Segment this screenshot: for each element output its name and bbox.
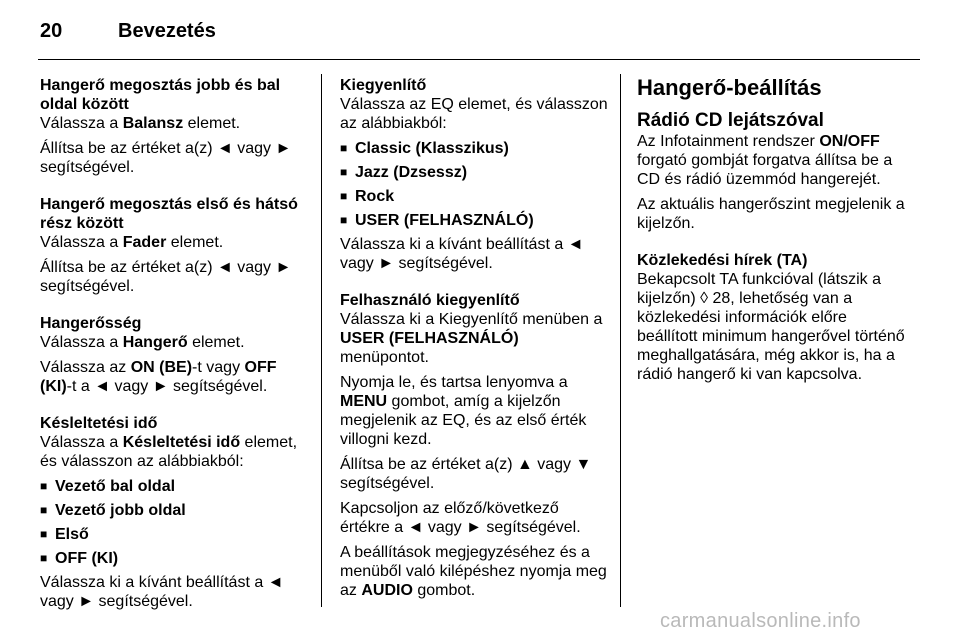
header-divider — [38, 59, 920, 60]
section-title: Felhasználó kiegyenlítő — [340, 292, 520, 309]
paragraph: Állítsa be az értéket a(z) ◄ vagy ► segítségével. — [40, 259, 292, 295]
paragraph: Válassza az ON (BE)-t vagy OFF (KI)-t a ◄ vagy ► segítségével. — [40, 359, 277, 395]
list-item: ■ Rock — [340, 187, 612, 206]
list-item: ■ Első — [40, 525, 312, 544]
option-list — [40, 477, 312, 568]
page-header — [40, 20, 216, 43]
page-number: 20 — [40, 20, 63, 42]
paragraph: Állítsa be az értéket a(z) ▲ vagy ▼ segítségével. — [340, 456, 592, 492]
list-item: ■ USER (FELHASZNÁLÓ) — [340, 211, 612, 230]
paragraph: Az Infotainment rendszer ON/OFF forgató gombját forgatva állítsa be a CD és rádió üzemmód hangerejét. — [637, 133, 893, 188]
paragraph: Állítsa be az értéket a(z) ◄ vagy ► segítségével. — [40, 140, 292, 176]
section-title: Kiegyenlítő — [340, 77, 427, 94]
paragraph: Válassza ki a Kiegyenlítő menüben a USER (FELHASZNÁLÓ) menüpontot. — [340, 311, 603, 366]
column-divider-2 — [620, 74, 621, 607]
section-heading: Hangerő-beállítás — [637, 75, 822, 100]
section-title: Késleltetési idő — [40, 415, 158, 432]
paragraph: Bekapcsolt TA funkcióval (látszik a kijelzőn) ◊ 28, lehetőség van a közlekedési információk előre beállított minimum hangerővel történő meghallgatására, még akkor is, ha a rádió hangerő ki van kapcsolva. — [637, 271, 905, 383]
paragraph: Válassza az EQ elemet, és válasszon az alábbiakból: — [340, 96, 608, 132]
paragraph: Nyomja le, és tartsa lenyomva a MENU gombot, amíg a kijelzőn megjelenik az EQ, és az első érték villogni kezd. — [340, 374, 587, 448]
paragraph: Válassza a Fader elemet. — [40, 234, 224, 251]
list-item: ■ Classic (Klasszikus) — [340, 139, 612, 158]
subsection-title: Rádió CD lejátszóval — [637, 110, 824, 131]
paragraph: Válassza a Késleltetési idő elemet, és válasszon az alábbiakból: — [40, 434, 298, 470]
list-item: ■ OFF (KI) — [40, 549, 312, 568]
chapter-title: Bevezetés — [118, 20, 216, 42]
section-title: Hangerő megosztás első és hátsó rész között — [40, 196, 298, 232]
paragraph: Kapcsoljon az előző/következő értékre a ◄ vagy ► segítségével. — [340, 500, 581, 536]
paragraph: Válassza ki a kívánt beállítást a ◄ vagy ► segítségével. — [340, 236, 584, 272]
list-item: ■ Jazz (Dzsessz) — [340, 163, 612, 182]
column-divider-1 — [321, 74, 322, 607]
paragraph: Válassza a Hangerő elemet. — [40, 334, 245, 351]
column-2 — [340, 76, 612, 606]
column-1 — [40, 76, 312, 617]
paragraph: Válassza a Balansz elemet. — [40, 115, 241, 132]
column-3 — [637, 76, 909, 390]
section-title: Hangerősség — [40, 315, 142, 332]
section-title: Hangerő megosztás jobb és bal oldal között — [40, 77, 281, 113]
watermark: carmanualsonline.info — [660, 610, 861, 632]
option-list — [340, 139, 612, 230]
paragraph: Az aktuális hangerőszint megjelenik a kijelzőn. — [637, 196, 905, 232]
list-item: ■ Vezető bal oldal — [40, 477, 312, 496]
section-title: Közlekedési hírek (TA) — [637, 252, 808, 269]
list-item: ■ Vezető jobb oldal — [40, 501, 312, 520]
paragraph: Válassza ki a kívánt beállítást a ◄ vagy ► segítségével. — [40, 574, 284, 610]
paragraph: A beállítások megjegyzéséhez és a menüből való kilépéshez nyomja meg az AUDIO gombot. — [340, 544, 607, 599]
